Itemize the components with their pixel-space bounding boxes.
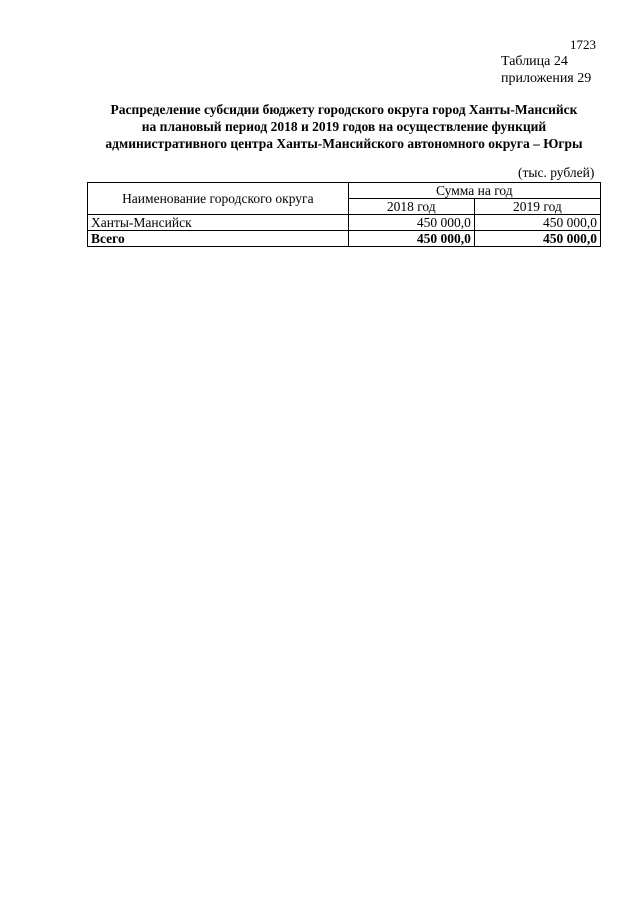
document-title [80,101,608,152]
header-district-name: Наименование городского округа [88,183,349,215]
table-number: Таблица 24 [501,54,568,69]
table-total-row [88,231,601,247]
title-line-1: Распределение субсидии бюджету городского округа город Ханты-Мансийск [110,102,578,117]
title-line-2: на плановый период 2018 и 2019 годов на осуществление функций [141,119,547,134]
appendix-number: приложения 29 [501,71,592,86]
total-label: Всего [88,231,349,247]
header-year-2018: 2018 год [348,199,474,215]
table-row [88,215,601,231]
table-label [501,53,591,87]
total-value-2019: 450 000,0 [474,231,600,247]
total-value-2018: 450 000,0 [348,231,474,247]
row-value-2019: 450 000,0 [474,215,600,231]
units-note: (тыс. рублей) [518,165,595,180]
subsidy-table [87,182,601,247]
title-line-3: административного центра Ханты-Мансийского автономного округа – Югры [105,136,583,151]
page-number: 1723 [570,37,596,52]
header-year-2019: 2019 год [474,199,600,215]
header-sum-per-year: Сумма на год [348,183,600,199]
row-value-2018: 450 000,0 [348,215,474,231]
table-header-row [88,183,601,199]
row-district-name: Ханты-Мансийск [88,215,349,231]
